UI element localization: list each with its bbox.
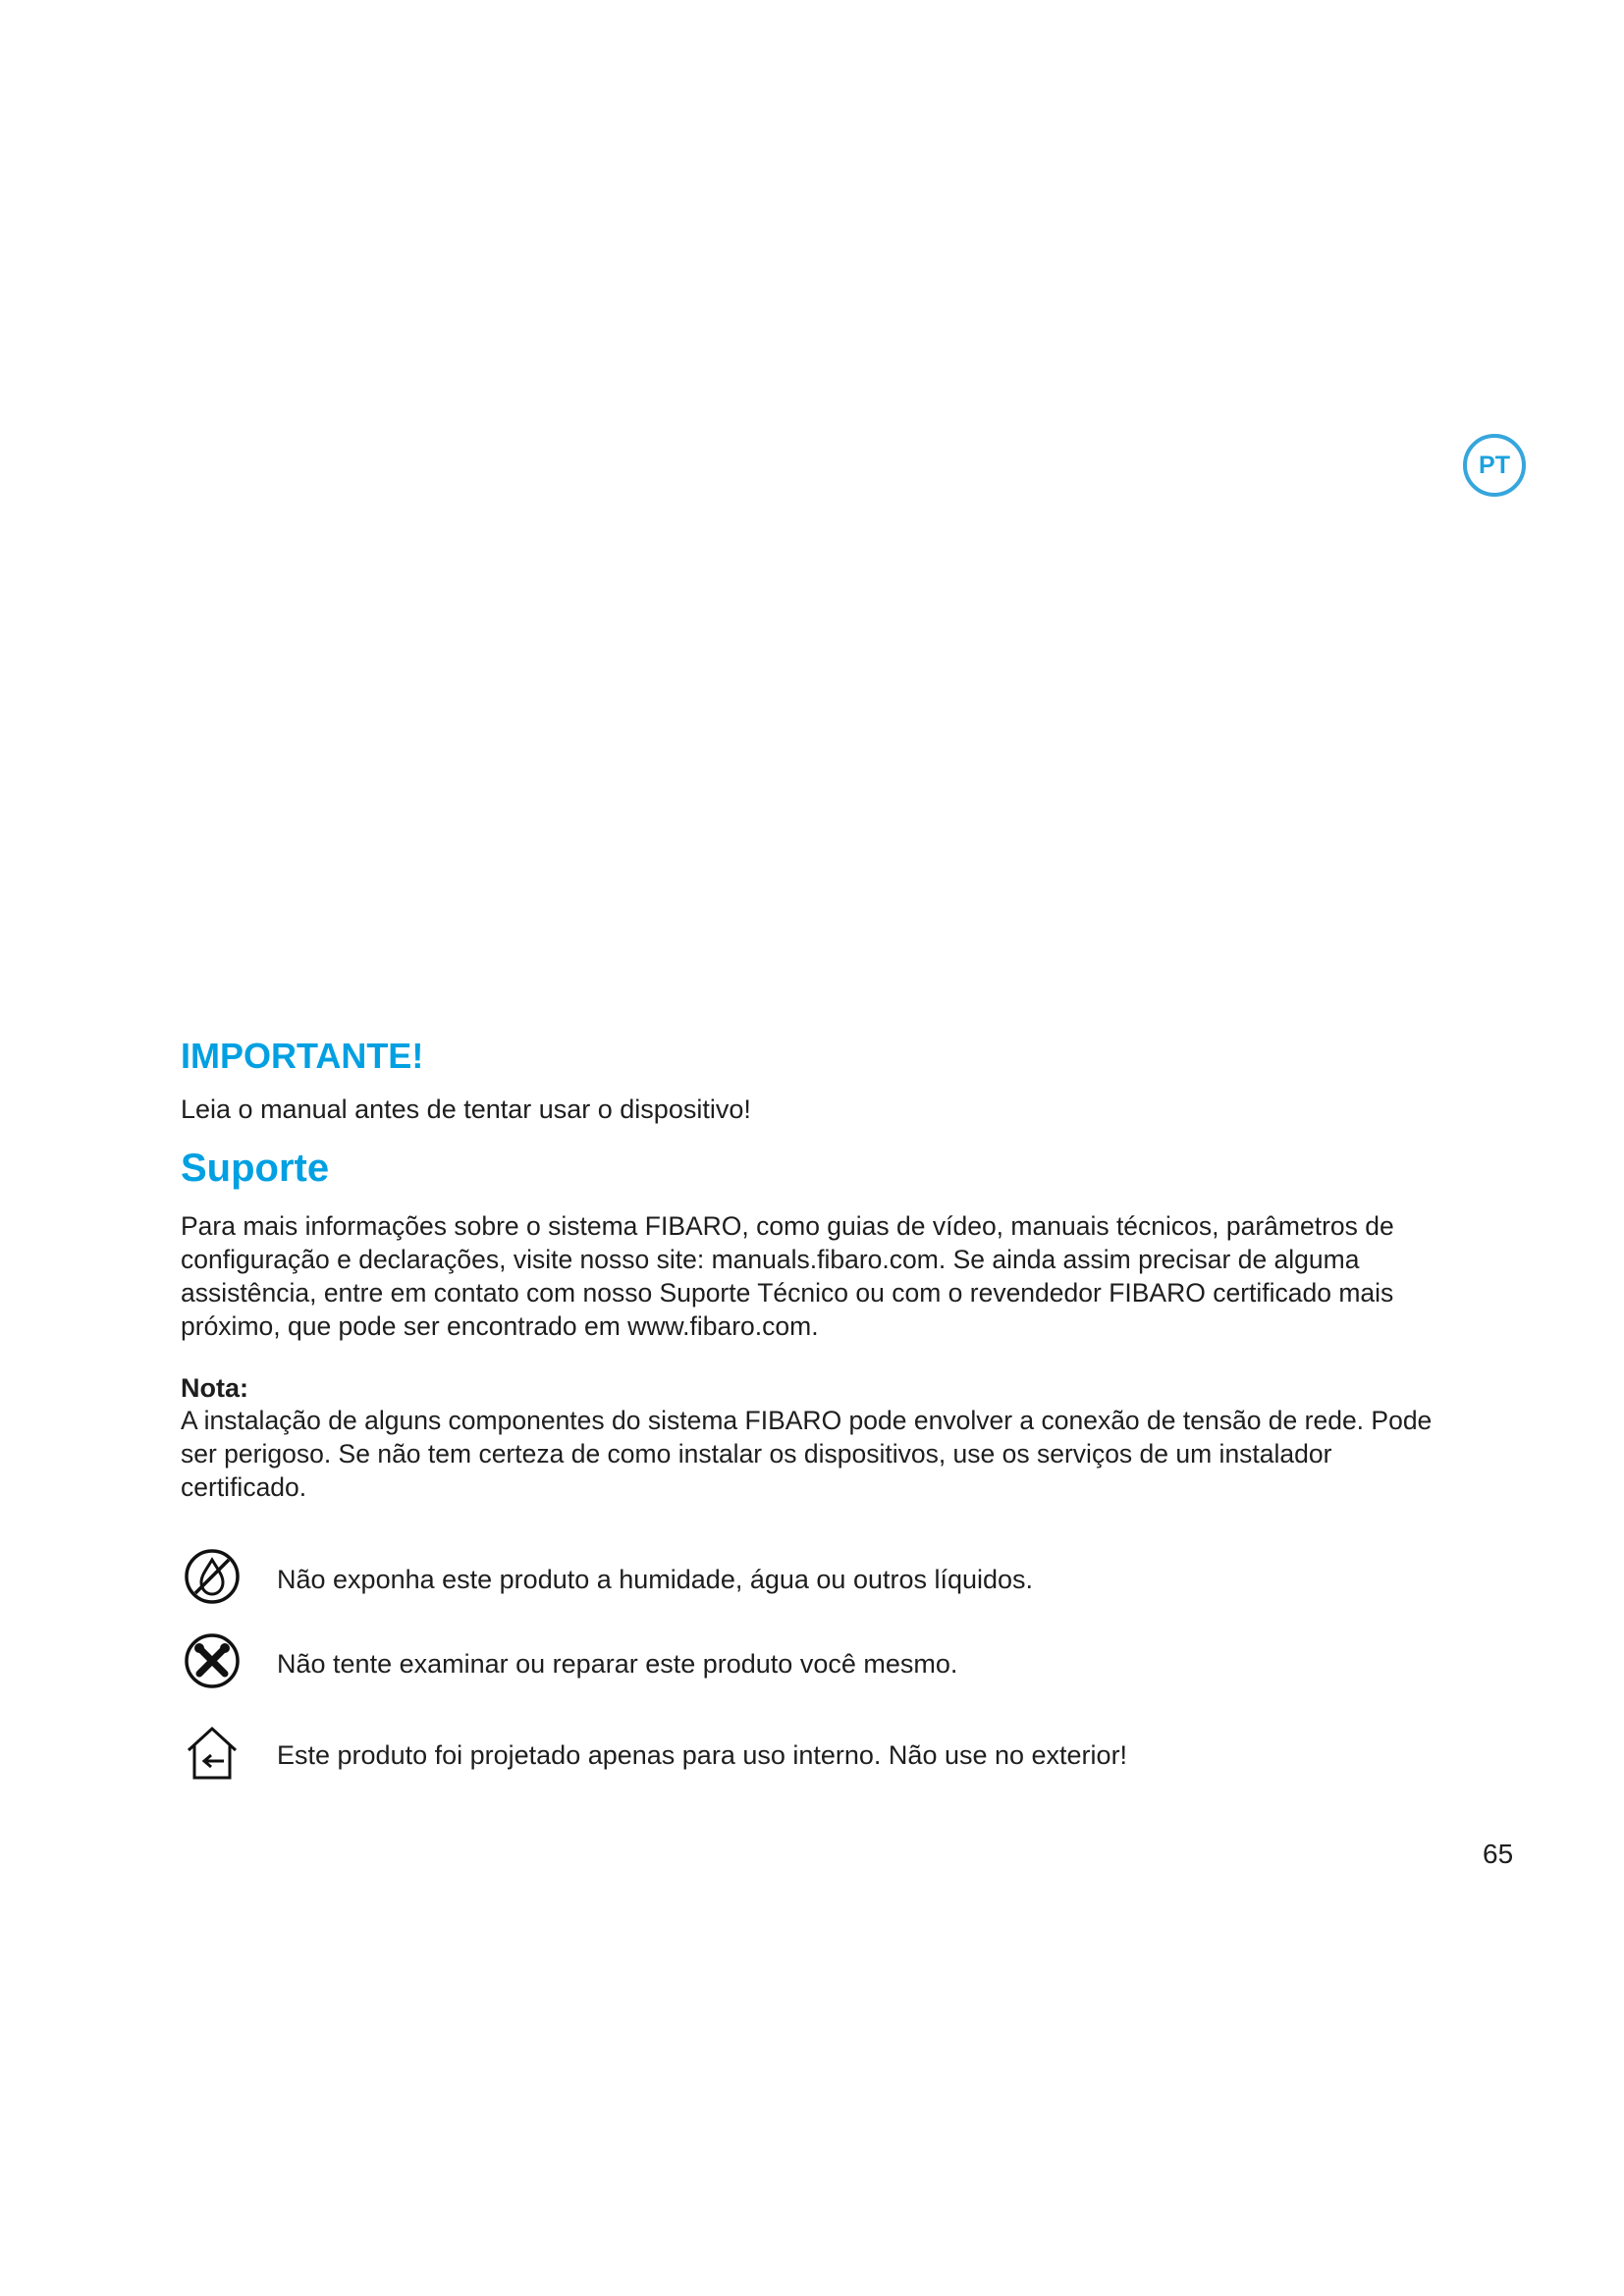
no-repair-icon <box>181 1629 244 1692</box>
language-badge <box>1463 434 1526 497</box>
warning-text: Este produto foi projetado apenas para uso interno. Não use no exterior! <box>277 1740 1128 1770</box>
warning-row-indoor <box>181 1721 1457 1789</box>
important-heading: IMPORTANTE! <box>181 1036 424 1076</box>
warning-row-water <box>181 1545 1457 1614</box>
indoor-use-icon <box>181 1721 244 1784</box>
no-water-icon <box>181 1545 244 1608</box>
language-badge-label: PT <box>1479 451 1510 479</box>
page-number: 65 <box>1483 1839 1514 1869</box>
warning-text: Não exponha este produto a humidade, água ou outros líquidos. <box>277 1565 1034 1594</box>
note-label: Nota: <box>181 1373 248 1403</box>
warning-text: Não tente examinar ou reparar este produto você mesmo. <box>277 1649 958 1679</box>
warning-row-repair <box>181 1629 1457 1698</box>
note-text: A instalação de alguns componentes do sistema FIBARO pode envolver a conexão de tensão de rede. Pode ser perigoso. Se não tem certeza de como instalar os dispositivos, use os serviços de um instalador certificado. <box>181 1406 1433 1502</box>
support-heading: Suporte <box>181 1147 330 1190</box>
important-text: Leia o manual antes de tentar usar o dispositivo! <box>181 1095 751 1124</box>
support-text: Para mais informações sobre o sistema FIBARO, como guias de vídeo, manuais técnicos, parâmetros de configuração e declarações, visite nosso site: manuals.fibaro.com. Se ainda assim precisar de alguma assistência, entre em contato com nosso Suporte Técnico ou com o revendedor FIBARO certificado mais próximo, que pode ser encontrado em www.fibaro.com. <box>181 1211 1394 1341</box>
